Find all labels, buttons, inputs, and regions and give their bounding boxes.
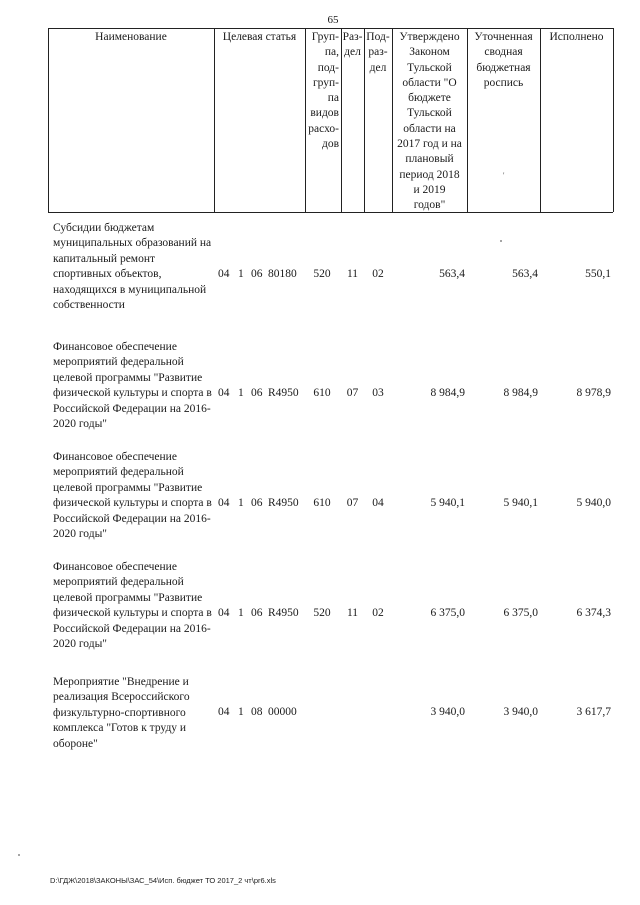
row-program: 04 bbox=[218, 497, 230, 509]
row-refined: 6 375,0 bbox=[503, 607, 538, 619]
header-approved: Утверждено Законом Тульской области "О бюджете Тульской области на 2017 год и на плановый период 2018 и 2019 годов" bbox=[397, 31, 462, 212]
row-refined: 563,4 bbox=[512, 268, 538, 280]
row-approved: 3 940,0 bbox=[430, 706, 465, 718]
row-program: 04 bbox=[218, 387, 230, 399]
col-divider bbox=[214, 28, 215, 212]
header-section: Раз- дел bbox=[342, 31, 363, 59]
col-divider bbox=[48, 28, 49, 212]
row-direction: 06 bbox=[251, 497, 263, 509]
row-executed: 5 940,0 bbox=[576, 497, 611, 509]
row-group: 610 bbox=[313, 387, 331, 399]
row-subprogram: 1 bbox=[238, 387, 244, 399]
row-approved: 563,4 bbox=[439, 268, 465, 280]
row-direction: 08 bbox=[251, 706, 263, 718]
row-approved: 5 940,1 bbox=[430, 497, 465, 509]
row-section: 07 bbox=[346, 497, 359, 509]
row-direction: 06 bbox=[251, 387, 263, 399]
row-executed: 8 978,9 bbox=[576, 387, 611, 399]
header-name: Наименование bbox=[95, 31, 167, 43]
row-section: 11 bbox=[346, 607, 359, 619]
row-name: Финансовое обеспечение мероприятий федеральной целевой программы "Развитие физической культуры и спорта в Российской Федерации на 2016-2020 годы" bbox=[53, 451, 212, 541]
row-subsection: 03 bbox=[372, 387, 384, 399]
row-subprogram: 1 bbox=[238, 497, 244, 509]
footer-file-path: D:\ГДЖ\2018\ЗАКОНЫ\ЗАС_54\Исп. бюджет ТО 2017_2 чт\рr6.xls bbox=[50, 876, 276, 885]
row-group: 520 bbox=[313, 268, 331, 280]
col-divider bbox=[613, 28, 614, 212]
row-code: R4950 bbox=[268, 497, 299, 509]
row-program: 04 bbox=[218, 607, 230, 619]
scan-speck bbox=[500, 240, 502, 242]
row-subsection: 04 bbox=[372, 497, 384, 509]
header-group: Груп- па, под- груп- па видов расхо- дов bbox=[308, 31, 339, 151]
row-subsection: 02 bbox=[372, 268, 384, 280]
row-refined: 8 984,9 bbox=[503, 387, 538, 399]
row-subprogram: 1 bbox=[238, 706, 244, 718]
row-executed: 3 617,7 bbox=[576, 706, 611, 718]
header-refined: Уточненная сводная бюджетная роспись bbox=[474, 31, 533, 89]
row-program: 04 bbox=[218, 706, 230, 718]
row-executed: 6 374,3 bbox=[576, 607, 611, 619]
row-refined: 5 940,1 bbox=[503, 497, 538, 509]
row-direction: 06 bbox=[251, 607, 263, 619]
row-approved: 8 984,9 bbox=[430, 387, 465, 399]
row-code: 80180 bbox=[268, 268, 297, 280]
row-section: 11 bbox=[346, 268, 359, 280]
row-code: R4950 bbox=[268, 607, 299, 619]
scan-speck bbox=[18, 854, 20, 856]
row-program: 04 bbox=[218, 268, 230, 280]
row-code: R4950 bbox=[268, 387, 299, 399]
row-approved: 6 375,0 bbox=[430, 607, 465, 619]
header-top-border bbox=[48, 28, 613, 29]
row-subprogram: 1 bbox=[238, 268, 244, 280]
header-target-article: Целевая статья bbox=[222, 31, 297, 43]
row-group: 520 bbox=[313, 607, 331, 619]
row-name: Субсидии бюджетам муниципальных образований на капитальный ремонт спортивных объектов, находящихся в муниципальной собственности bbox=[53, 222, 212, 312]
row-code: 00000 bbox=[268, 706, 297, 718]
col-divider bbox=[540, 28, 541, 212]
header-bottom-border bbox=[48, 212, 613, 213]
row-refined: 3 940,0 bbox=[503, 706, 538, 718]
row-section: 07 bbox=[346, 387, 359, 399]
row-subprogram: 1 bbox=[238, 607, 244, 619]
row-executed: 550,1 bbox=[585, 268, 611, 280]
row-direction: 06 bbox=[251, 268, 263, 280]
header-executed: Исполнено bbox=[549, 31, 604, 43]
row-group: 610 bbox=[313, 497, 331, 509]
tick-mark: ' bbox=[503, 171, 505, 180]
table-header bbox=[0, 28, 640, 212]
row-subsection: 02 bbox=[372, 607, 384, 619]
row-name: Мероприятие "Внедрение и реализация Всероссийского физкультурно-спортивного комплекса "Готов к труду и обороне" bbox=[53, 676, 190, 750]
row-name: Финансовое обеспечение мероприятий федеральной целевой программы "Развитие физической культуры и спорта в Российской Федерации на 2016-2020 годы" bbox=[53, 341, 212, 431]
page-number: 65 bbox=[327, 14, 339, 26]
header-subsection: Под- раз- дел bbox=[366, 31, 390, 74]
row-name: Финансовое обеспечение мероприятий федеральной целевой программы "Развитие физической культуры и спорта в Российской Федерации на 2016-2020 годы" bbox=[53, 561, 212, 651]
